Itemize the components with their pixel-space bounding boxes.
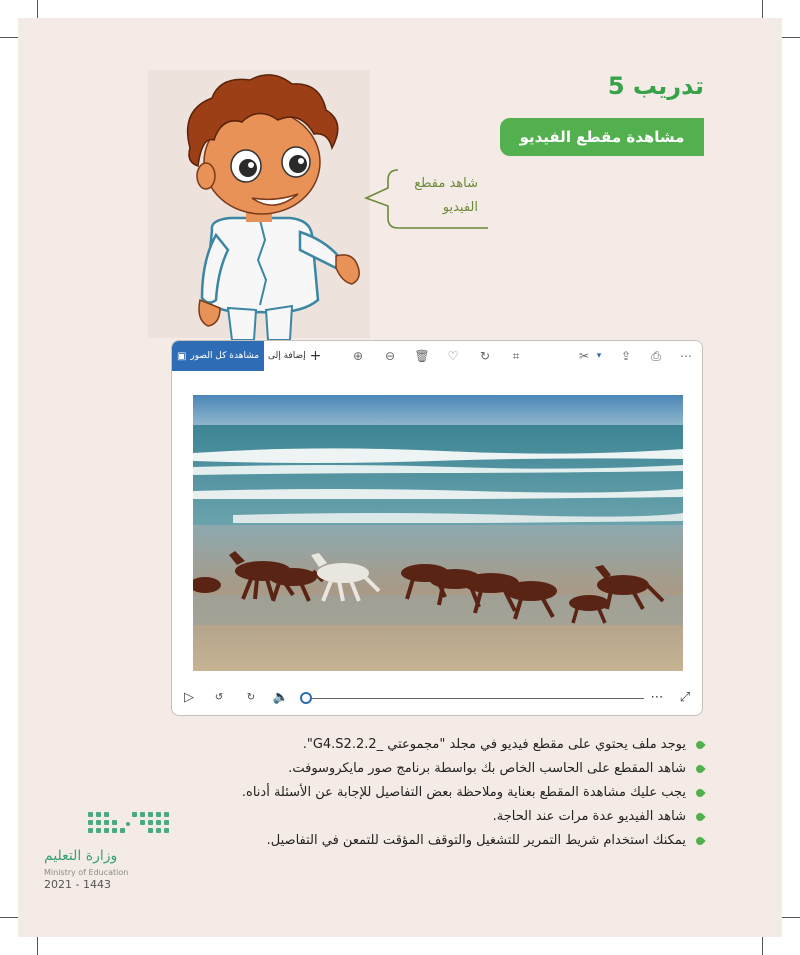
heart-icon[interactable]: ♡: [447, 349, 459, 363]
speech-bubble: [382, 166, 488, 230]
forward-30-icon[interactable]: ↻: [246, 692, 256, 703]
crop-mark: [762, 0, 763, 20]
viewer-toolbar: [172, 341, 702, 371]
bullet-icon: [694, 811, 705, 822]
more-options-icon[interactable]: ⋯: [680, 349, 692, 363]
exercise-title: تدريب 5: [607, 72, 704, 100]
ministry-name-arabic: وزارة التعليم: [44, 848, 118, 864]
more-options-icon[interactable]: ⋯: [650, 690, 664, 705]
play-icon[interactable]: ▷: [184, 690, 194, 705]
section-tab-label: مشاهدة مقطع الفيديو: [519, 128, 685, 146]
share-icon[interactable]: ⇪: [620, 349, 632, 363]
seek-bar-track[interactable]: [306, 698, 644, 699]
crop-icon[interactable]: ⌗: [512, 349, 520, 363]
rotate-icon[interactable]: ↻: [479, 349, 491, 363]
chevron-down-icon[interactable]: ▾: [596, 351, 602, 361]
list-item: يمكنك استخدام شريط التمرير للتشغيل والتوقف المؤقت للتمعن في التفاصيل.: [224, 829, 704, 853]
list-item: شاهد المقطع على الحاسب الخاص بك بواسطة برنامج صور مايكروسوفت.: [224, 757, 704, 781]
video-frame-horses-on-beach: [193, 395, 683, 671]
edition-year: 2021 - 1443: [44, 878, 111, 891]
section-tab: [500, 118, 704, 156]
view-all-photos-label: مشاهدة كل الصور: [190, 351, 260, 361]
playback-controls: [172, 681, 702, 715]
photos-app-window: [171, 340, 703, 716]
crop-mark: [762, 935, 763, 955]
bullet-icon: [694, 763, 705, 774]
crop-mark: [0, 37, 20, 38]
view-all-photos-button[interactable]: [172, 341, 264, 371]
zoom-out-icon[interactable]: ⊖: [384, 349, 396, 363]
crop-mark: [780, 917, 800, 918]
print-icon[interactable]: ⎙: [651, 349, 661, 363]
ministry-emblem-icon: [42, 808, 177, 846]
crop-mark: [37, 935, 38, 955]
list-item: يوجد ملف يحتوي على مقطع فيديو في مجلد "مجموعتي _G4.S2.2.2".: [224, 733, 704, 757]
edit-icon[interactable]: ✂: [578, 349, 590, 363]
zoom-in-icon[interactable]: ⊕: [352, 349, 364, 363]
delete-icon[interactable]: 🗑: [414, 349, 430, 363]
crop-mark: [0, 917, 20, 918]
crop-mark: [37, 0, 38, 20]
ministry-name-english: Ministry of Education: [44, 868, 129, 877]
list-item: يجب عليك مشاهدة المقطع بعناية وملاحظة بعض التفاصيل للإجابة عن الأسئلة أدناه.: [224, 781, 704, 805]
boy-character-illustration: [150, 70, 370, 340]
bullet-icon: [694, 787, 705, 798]
instructions-list: [224, 733, 704, 853]
speech-bubble-text: شاهد مقطع الفيديو: [414, 176, 478, 215]
ministry-logo: [42, 808, 177, 892]
volume-icon[interactable]: 🔈: [272, 690, 290, 705]
plus-icon: +: [309, 348, 322, 364]
bullet-icon: [694, 739, 705, 750]
add-to-label: إضافة إلى: [268, 351, 306, 361]
seek-bar-handle[interactable]: [300, 692, 312, 704]
fullscreen-icon[interactable]: ⤢: [679, 690, 691, 705]
bullet-icon: [694, 835, 705, 846]
rewind-10-icon[interactable]: ↺: [214, 692, 224, 703]
crop-mark: [780, 37, 800, 38]
gallery-icon: ▣: [176, 350, 187, 362]
add-to-button[interactable]: [268, 341, 321, 371]
list-item: شاهد الفيديو عدة مرات عند الحاجة.: [224, 805, 704, 829]
